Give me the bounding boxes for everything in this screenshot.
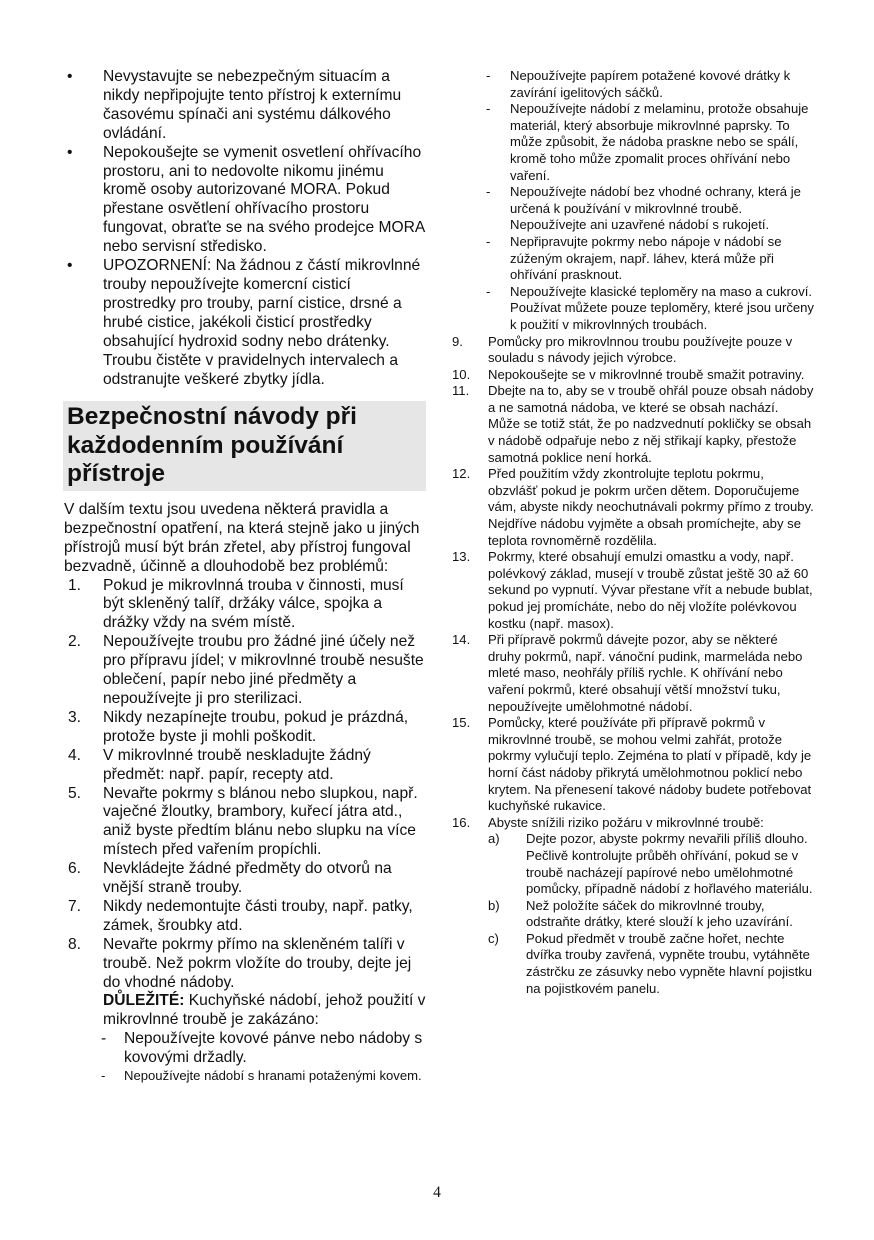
numbered-item bbox=[64, 747, 426, 785]
numbered-item bbox=[452, 334, 814, 367]
item-number: 3. bbox=[68, 708, 82, 726]
page-number: 4 bbox=[433, 1184, 441, 1201]
dash-item bbox=[64, 1030, 426, 1068]
dash-text: Nepoužívejte nádobí bez vhodné ochrany, která je určená k používání v mikrovlnné troubě. Nepoužívejte ani uzavřené nádobí s rukojetí. bbox=[510, 184, 801, 233]
numbered-item bbox=[452, 815, 814, 832]
dash-marker: - bbox=[101, 1030, 107, 1048]
numbered-item bbox=[452, 383, 814, 466]
sub-item bbox=[452, 931, 814, 997]
bullet-text: Nevystavujte se nebezpečným situacím a nikdy nepřipojujte tento přístroj k externímu časovému spínači ani systému dálkového ovládání. bbox=[103, 68, 402, 142]
dash-item bbox=[452, 234, 814, 284]
item-text: Nikdy nezapínejte troubu, pokud je prázdná, protože byste ji mohli poškodit. bbox=[103, 708, 409, 745]
item-text: Při přípravě pokrmů dávejte pozor, aby se některé druhy pokrmů, např. vánoční pudink, marmeláda nebo mleté maso, neohřály příliš rychle. K ohřívání nebo vaření pokrmů, které obsahují větší množství tuku, nepoužívejte umělohmotné nádobí. bbox=[488, 632, 803, 714]
numbered-item bbox=[64, 785, 426, 861]
dash-item bbox=[452, 68, 814, 101]
dash-item bbox=[452, 101, 814, 184]
item-text: Pokrmy, které obsahují emulzi omastku a vody, např. polévkový základ, musejí v troubě zůstat ještě 30 až 60 sekund po vypnutí. Vývar přestane vřít a nebude bublat, pokud jej promícháte, nebo do něj vložíte polévkovou kostku (např. masox). bbox=[488, 549, 813, 631]
item-number: 14. bbox=[452, 632, 471, 648]
section-heading: Bezpečnostní návody při každodenním používání přístroje bbox=[63, 401, 426, 491]
bullet-marker: • bbox=[67, 257, 73, 275]
dash-text: Nepoužívejte klasické teploměry na maso a cukroví. Používat můžete pouze teploměry, které jsou určeny k použití v mikrovlnných troubách. bbox=[510, 283, 814, 332]
numbered-item bbox=[64, 709, 426, 747]
item-text: Dbejte na to, aby se v troubě ohřál pouze obsah nádoby a ne samotná nádoba, ve které se obsah nachází. Může se totiž stát, že po nadzvednutí pokličky se obsah v nádobě odpařuje nebo z něj střikají kapky, přestože samotná poklice není horká. bbox=[488, 383, 814, 465]
numbered-item bbox=[64, 860, 426, 898]
dash-text: Nepoužívejte nádobí s hranami potaženými kovem. bbox=[124, 1068, 422, 1084]
item-text: Nevkládejte žádné předměty do otvorů na vnější straně trouby. bbox=[103, 860, 392, 897]
bullet-marker: • bbox=[67, 143, 73, 161]
item-number: 4. bbox=[68, 746, 82, 764]
dash-text: Nepřipravujte pokrmy nebo nápoje v nádobí se zúženým okrajem, např. láhev, která může při ohřívání prasknout. bbox=[510, 233, 782, 283]
dash-item bbox=[452, 284, 814, 334]
sub-item bbox=[452, 831, 814, 897]
item-number: 11. bbox=[452, 383, 470, 399]
item-number: 8. bbox=[68, 935, 82, 953]
item-number: 9. bbox=[452, 333, 463, 349]
item-text: Nevařte pokrmy s blánou nebo slupkou, např. vaječné žloutky, brambory, kuřecí játra atd., aniž byste předtím blánu nebo slupku na více místech před vařením propíchli. bbox=[103, 784, 418, 859]
bullet-text: UPOZORNENÍ: Na žádnou z částí mikrovlnné trouby nepoužívejte komercní cisticí prostredky pro trouby, parní cistice, drsné a hrubé cistice, jakékoli čisticí prostředky obsahující hydroxid sodny nebo drátenky. Troubu čistěte v pravidelnych intervalech a odstranujte veškeré zbytky jídla. bbox=[103, 257, 421, 388]
intro-paragraph: V dalším textu jsou uvedena některá pravidla a bezpečnostní opatření, na která stejně jako u jiných přístrojů musí být brán zřetel, aby přístroj fungoval bezvadně, účinně a dlouhodobě bez problémů: bbox=[64, 500, 420, 575]
note-label: DŮLEŽITÉ: bbox=[103, 992, 185, 1010]
dash-item bbox=[452, 184, 814, 234]
bullet-marker: • bbox=[67, 68, 73, 85]
dash-marker: - bbox=[486, 68, 491, 83]
item-text: Pomůcky, které používáte při přípravě pokrmů v mikrovlnné troubě, se mohou velmi zahřát, protože pokrmy vylučují teplo. Zejména to platí v případě, kdy je horní část nádoby přikrytá umělohmotnou poklicí nebo krytem. Na přenesení takové nádoby budete potřebovat kuchyňské rukavice. bbox=[488, 715, 812, 814]
numbered-item bbox=[452, 632, 814, 715]
dash-text: Nepoužívejte papírem potažené kovové drátky k zavírání igelitových sáčků. bbox=[510, 68, 791, 100]
numbered-item bbox=[452, 715, 814, 815]
dash-marker: - bbox=[486, 101, 491, 117]
dash-marker: - bbox=[486, 184, 491, 200]
item-number: 5. bbox=[68, 784, 82, 802]
sub-text: Dejte pozor, abyste pokrmy nevařili příliš dlouho. Pečlivě kontrolujte průběh ohřívání, pokud se v troubě nacházejí papírové nebo umělohmotné pomůcky, případně nádobí z hořlavého materiálu. bbox=[526, 831, 813, 897]
bullet-text: Nepokoušejte se vymenit osvetlení ohřívacího prostoru, ani to nedovolte nikomu jinému kromě osoby autorizované MORA. Pokud přestane osvětlení ohřívacího prostoru fungovat, obraťte se na svého prodejce MORA nebo servisní středisko. bbox=[103, 143, 425, 256]
item-number: 7. bbox=[68, 897, 82, 915]
item-text: Nepokoušejte se v mikrovlnné troubě smažit potraviny. bbox=[488, 366, 805, 382]
item-number: 15. bbox=[452, 715, 471, 731]
right-column bbox=[452, 68, 814, 997]
item-number: 6. bbox=[68, 860, 82, 878]
item-number: 10. bbox=[452, 366, 471, 382]
dash-item bbox=[64, 1068, 426, 1085]
item-text: Pomůcky pro mikrovlnnou troubu používejte pouze v souladu s návody jejich výrobce. bbox=[488, 333, 793, 366]
sub-text: Než položíte sáček do mikrovlnné trouby, odstraňte drátky, které slouží k jeho uzavírání. bbox=[526, 897, 793, 930]
numbered-item bbox=[452, 367, 814, 384]
dash-text: Nepoužívejte nádobí z melaminu, protože obsahuje materiál, který absorbuje mikrovlnné paprsky. To může způsobit, že nádoba praskne nebo se spálí, kromě toho může zpomalit proces ohřívání nebo vaření. bbox=[510, 101, 809, 183]
item-text: Nikdy nedemontujte části trouby, např. patky, zámek, šroubky atd. bbox=[103, 897, 413, 934]
item-text: Abyste snížili riziko požáru v mikrovlnné troubě: bbox=[488, 814, 764, 830]
numbered-item bbox=[452, 549, 814, 632]
item-number: 2. bbox=[68, 633, 82, 651]
dash-marker: - bbox=[486, 233, 491, 249]
numbered-item bbox=[64, 577, 426, 634]
sub-marker: a) bbox=[488, 831, 500, 847]
numbered-item bbox=[64, 898, 426, 936]
item-number: 16. bbox=[452, 814, 471, 830]
item-text: Před použitím vždy zkontrolujte teplotu pokrmu, obzvlášť pokud je pokrm určen dětem. Doporučujeme vám, abyste nikdy neochutnávali pokrmy přímo z trouby. Nejdříve nádobu vyjměte a obsah promíchejte, aby se teplota rovnoměrně rozdělila. bbox=[488, 466, 814, 548]
item-number: 12. bbox=[452, 466, 471, 482]
dash-marker: - bbox=[486, 283, 491, 299]
item-number: 1. bbox=[68, 576, 82, 594]
sub-item bbox=[452, 898, 814, 931]
item-text: Nevařte pokrmy přímo na skleněném talíři v troubě. Než pokrm vložíte do trouby, dejte jej do vhodné nádoby. bbox=[103, 935, 412, 991]
sub-text: Pokud předmět v troubě začne hořet, nechte dvířka trouby zavřená, vypněte troubu, vytáhněte zástrčku ze zásuvky nebo vypněte hlavní pojistku na pojistkovém panelu. bbox=[526, 930, 813, 996]
item-number: 13. bbox=[452, 549, 471, 565]
dash-marker: - bbox=[101, 1068, 106, 1084]
note-text: Kuchyňské nádobí, jehož použití v mikrovlnné troubě je zakázáno: bbox=[103, 992, 426, 1029]
item-text: V mikrovlnné troubě neskladujte žádný předmět: např. papír, recepty atd. bbox=[103, 746, 371, 783]
bullet-item bbox=[64, 144, 426, 257]
bullet-item bbox=[64, 257, 426, 389]
item-text: Nepoužívejte troubu pro žádné jiné účely než pro přípravu jídel; v mikrovlnné troubě nesušte oblečení, papír nebo jiné předměty a nepoužívejte ji pro sterilizaci. bbox=[103, 633, 424, 707]
item-text: Pokud je mikrovlnná trouba v činnosti, musí být skleněný talíř, držáky válce, spojka a drážky vždy na svém místě. bbox=[103, 576, 404, 632]
numbered-item bbox=[64, 633, 426, 709]
left-column bbox=[64, 68, 426, 1085]
numbered-item bbox=[452, 466, 814, 549]
dash-text: Nepoužívejte kovové pánve nebo nádoby s kovovými držadly. bbox=[124, 1030, 423, 1067]
bullet-item bbox=[64, 68, 426, 144]
sub-marker: c) bbox=[488, 930, 499, 946]
sub-marker: b) bbox=[488, 897, 500, 913]
important-note bbox=[64, 992, 426, 1030]
numbered-item bbox=[64, 936, 426, 993]
